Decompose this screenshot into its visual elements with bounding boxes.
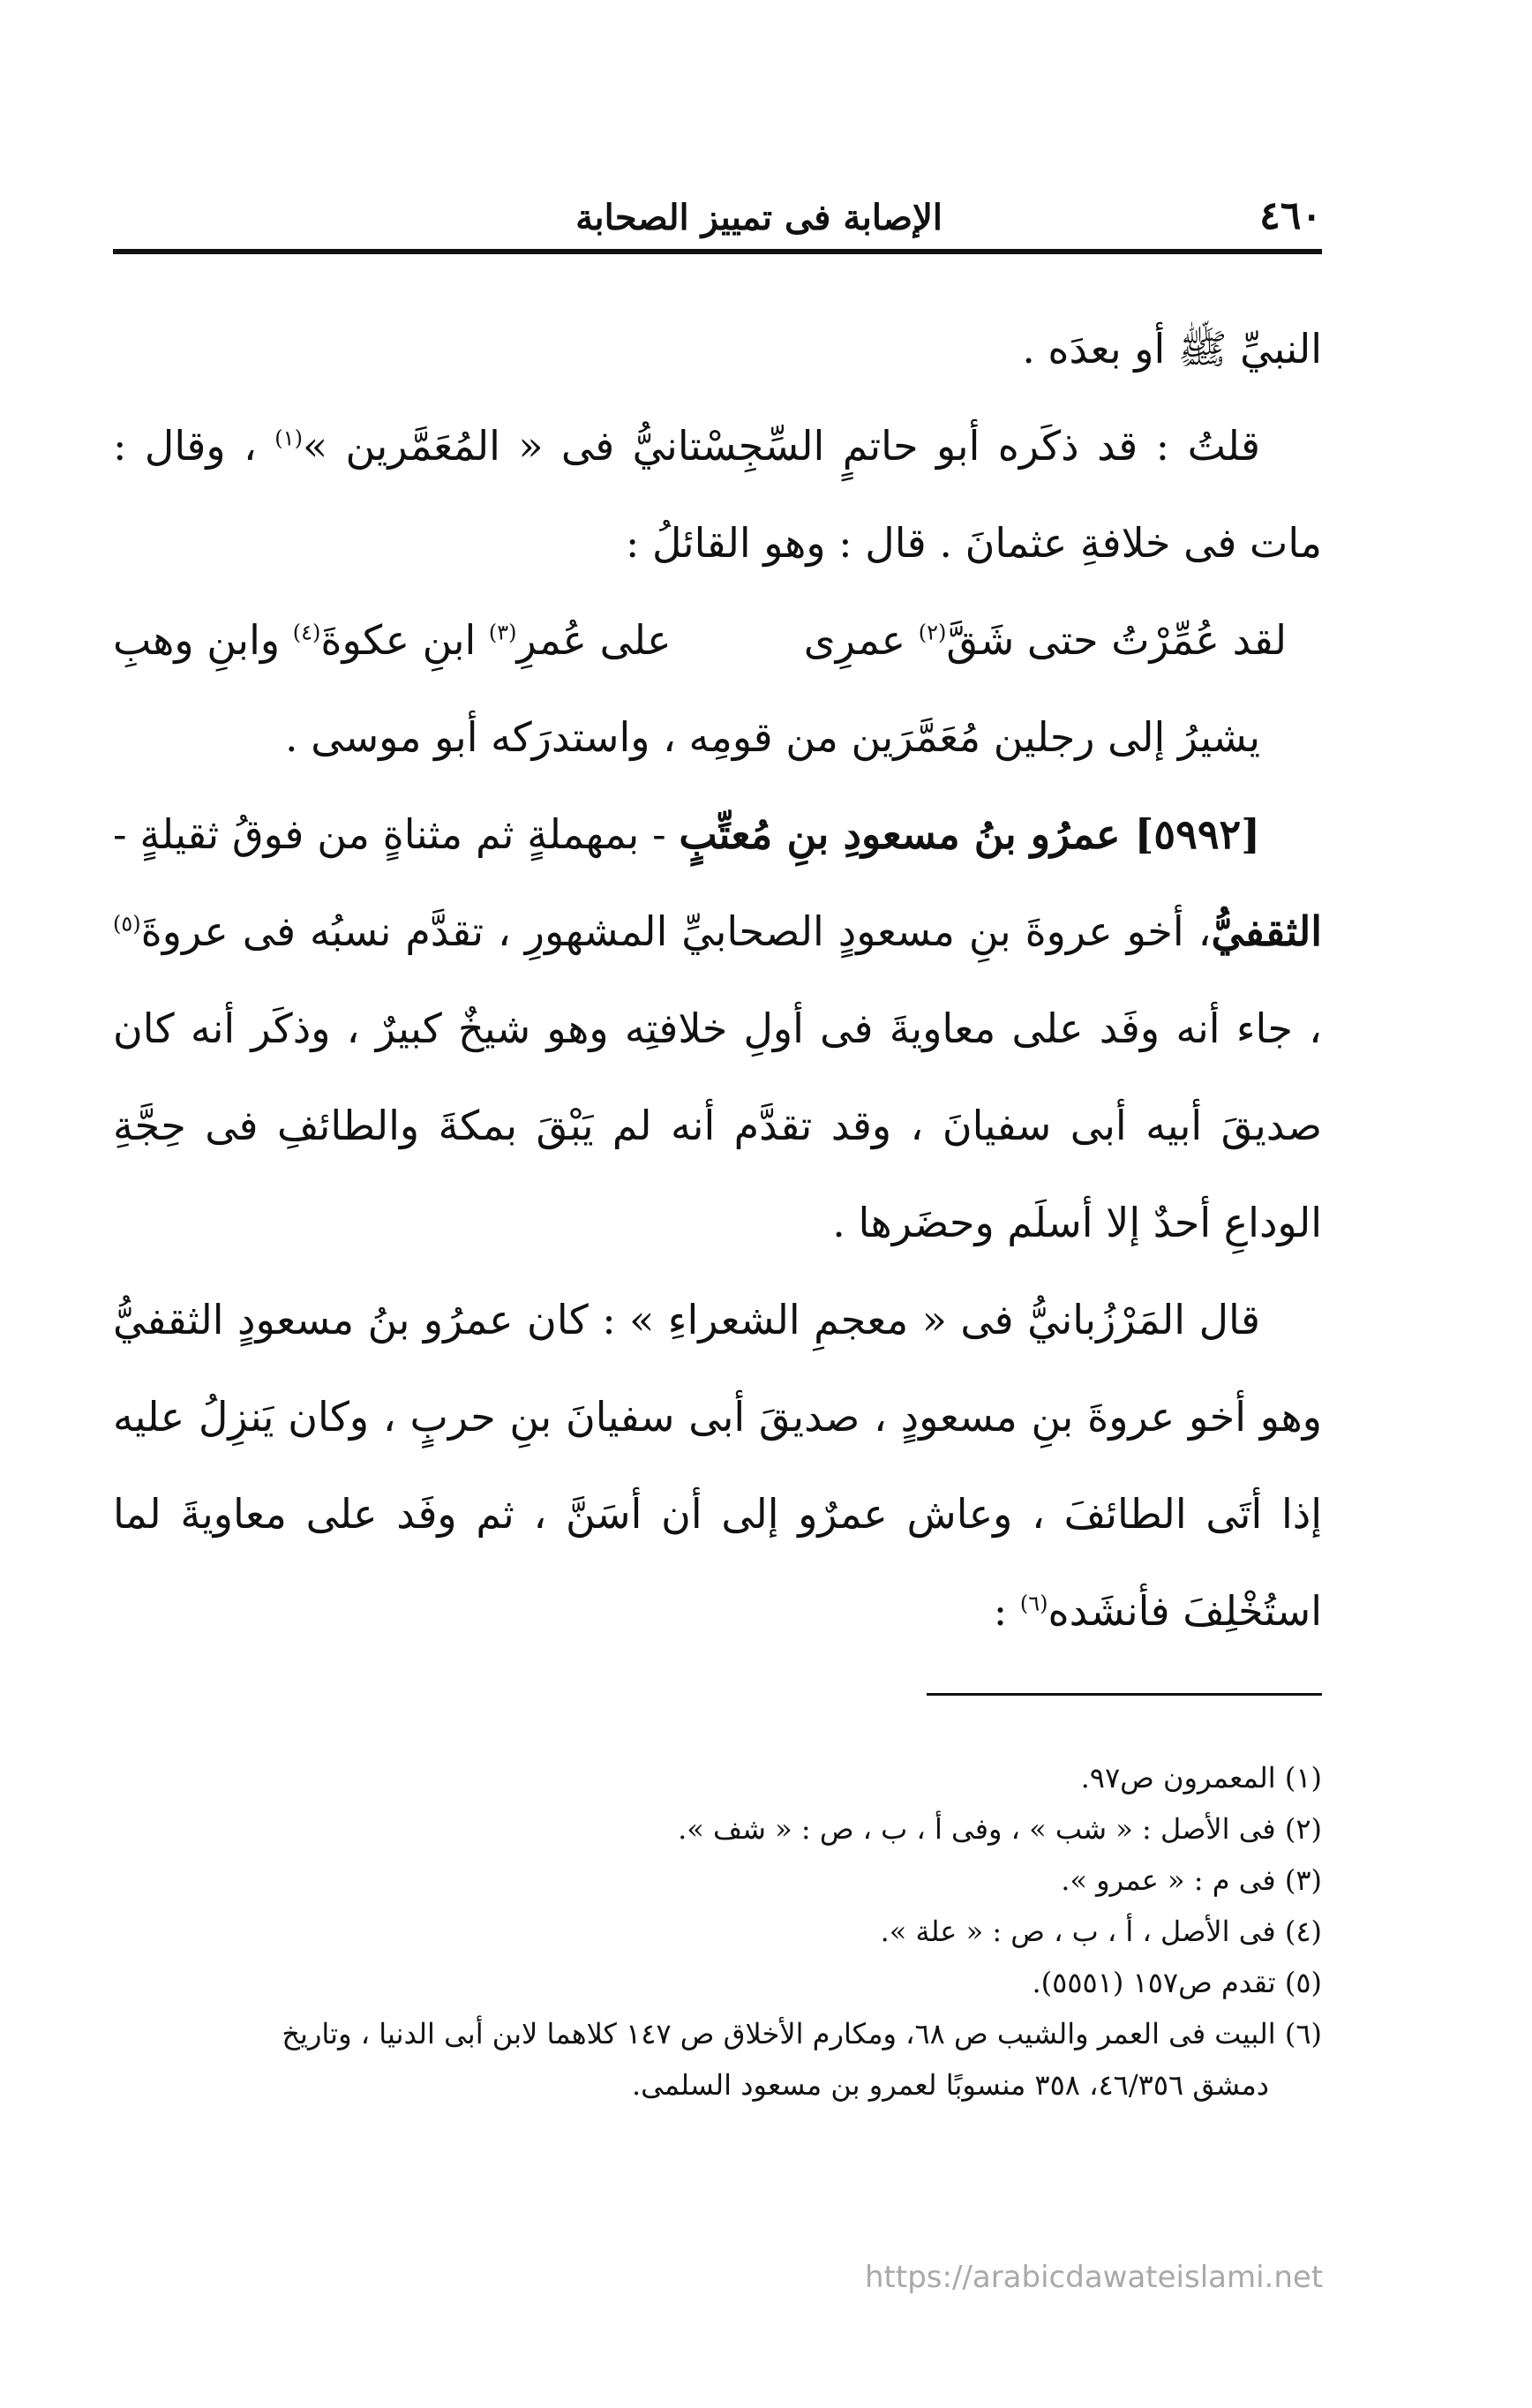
verse-second-hemistich: على عُمرِ$^{(٣)}$ ابنِ عكوةَ$^{(٤)}$ وابنِ وهبِ bbox=[113, 616, 672, 664]
paragraph-5: قال المَرْزُبانيُّ فى « معجمِ الشعراءِ » : كان عمرُو بنُ مسعودٍ الثقفيُّ وهو أخو عروةَ بنِ مسعودٍ ، صديقَ أبى سفيانَ بنِ حربٍ ، وكان يَنزِلُ عليه إذا أتَى الطائفَ ، وعاش عمرٌو إلى أن أسَنَّ ، ثم وفَد على معاويةَ لما استُخْلِفَ فأنشَده$^{(٦)}$ : bbox=[113, 1296, 1322, 1635]
footnote-6: (٦) البيت فى العمر والشيب ص ٦٨، ومكارم الأخلاق ص ١٤٧ كلاهما لابن أبى الدنيا ، وتاريخ bbox=[282, 2017, 1322, 2051]
entry-5992: [٥٩٩٢] عمرُو بنُ مسعودِ بنِ مُعتِّبٍ - بمهملةٍ ثم مثناةٍ من فوقُ ثقيلةٍ - الثقفيُّ، أخو عروةَ بنِ مسعودٍ الصحابيِّ المشهورِ ، تقدَّم نسبُه فى عروةَ$^{(٥)}$ ، جاء أنه وفَد على معاويةَ فى أولِ خلافتِه وهو شيخٌ كبيرٌ ، وذكَر أنه كان صديقَ أبيه أبى سفيانَ ، وقد تقدَّم أنه لم يَبْقَ بمكةَ والطائفِ فى حِجَّةِ الوداعِ أحدٌ إلا أسلَم وحضَرها . bbox=[113, 810, 1322, 1246]
footnote-ref-4[interactable]: (٤) bbox=[292, 620, 321, 645]
footnote-ref-1[interactable]: (١) bbox=[274, 425, 303, 451]
footnote-1: (١) المعمرون ص٩٧. bbox=[1080, 1761, 1322, 1795]
entry-number: [٥٩٩٢] bbox=[1134, 810, 1260, 858]
footnotes bbox=[113, 1752, 1322, 2111]
poem-verse bbox=[113, 591, 1322, 689]
footnote-rule bbox=[927, 1693, 1322, 1696]
paragraph-3: يشيرُ إلى رجلين مُعَمَّرَين من قومِه ، واستدرَكه أبو موسى . bbox=[284, 713, 1260, 761]
header-rule bbox=[113, 249, 1322, 254]
watermark-url: https://arabicdawateislami.net bbox=[865, 2260, 1324, 2295]
paragraph-2: قلتُ : قد ذكَره أبو حاتمٍ السِّجِسْتانيُّ فى « المُعَمَّرين »$^{(١)}$ ، وقال : مات فى خلافةِ عثمانَ . قال : وهو القائلُ : bbox=[113, 422, 1322, 567]
book-title: الإصابة فى تمييز الصحابة bbox=[575, 197, 942, 238]
footnote-ref-2[interactable]: (٢) bbox=[918, 620, 947, 645]
footnote-ref-3[interactable]: (٣) bbox=[488, 620, 517, 645]
footnote-5: (٥) تقدم ص١٥٧ (٥٥٥١). bbox=[1032, 1966, 1322, 1999]
paragraph-1: النبيِّ ﷺ أو بعدَه . bbox=[1022, 325, 1322, 372]
footnote-6-continued: دمشق ٤٦/٣٥٦، ٣٥٨ منسوبًا لعمرو بن مسعود السلمى. bbox=[631, 2068, 1269, 2102]
running-header bbox=[113, 177, 1322, 238]
verse-first-hemistich: لقد عُمِّرْتُ حتى شَقَّ$^{(٢)}$ عمرِى bbox=[803, 616, 1287, 664]
page-number: ٤٦٠ bbox=[1259, 193, 1322, 238]
footnote-4: (٤) فى الأصل ، أ ، ب ، ص : « علة ». bbox=[880, 1915, 1322, 1948]
entry-name: عمرُو بنُ مسعودِ بنِ مُعتِّبٍ bbox=[679, 810, 1135, 858]
footnote-3: (٣) فى م : « عمرو ». bbox=[1061, 1863, 1322, 1897]
footnote-2: (٢) فى الأصل : « شب » ، وفى أ ، ب ، ص : « شف ». bbox=[678, 1812, 1322, 1846]
footnote-ref-6[interactable]: (٦) bbox=[1019, 1591, 1048, 1616]
footnote-ref-5[interactable]: (٥) bbox=[113, 911, 141, 937]
main-text bbox=[113, 300, 1322, 1659]
